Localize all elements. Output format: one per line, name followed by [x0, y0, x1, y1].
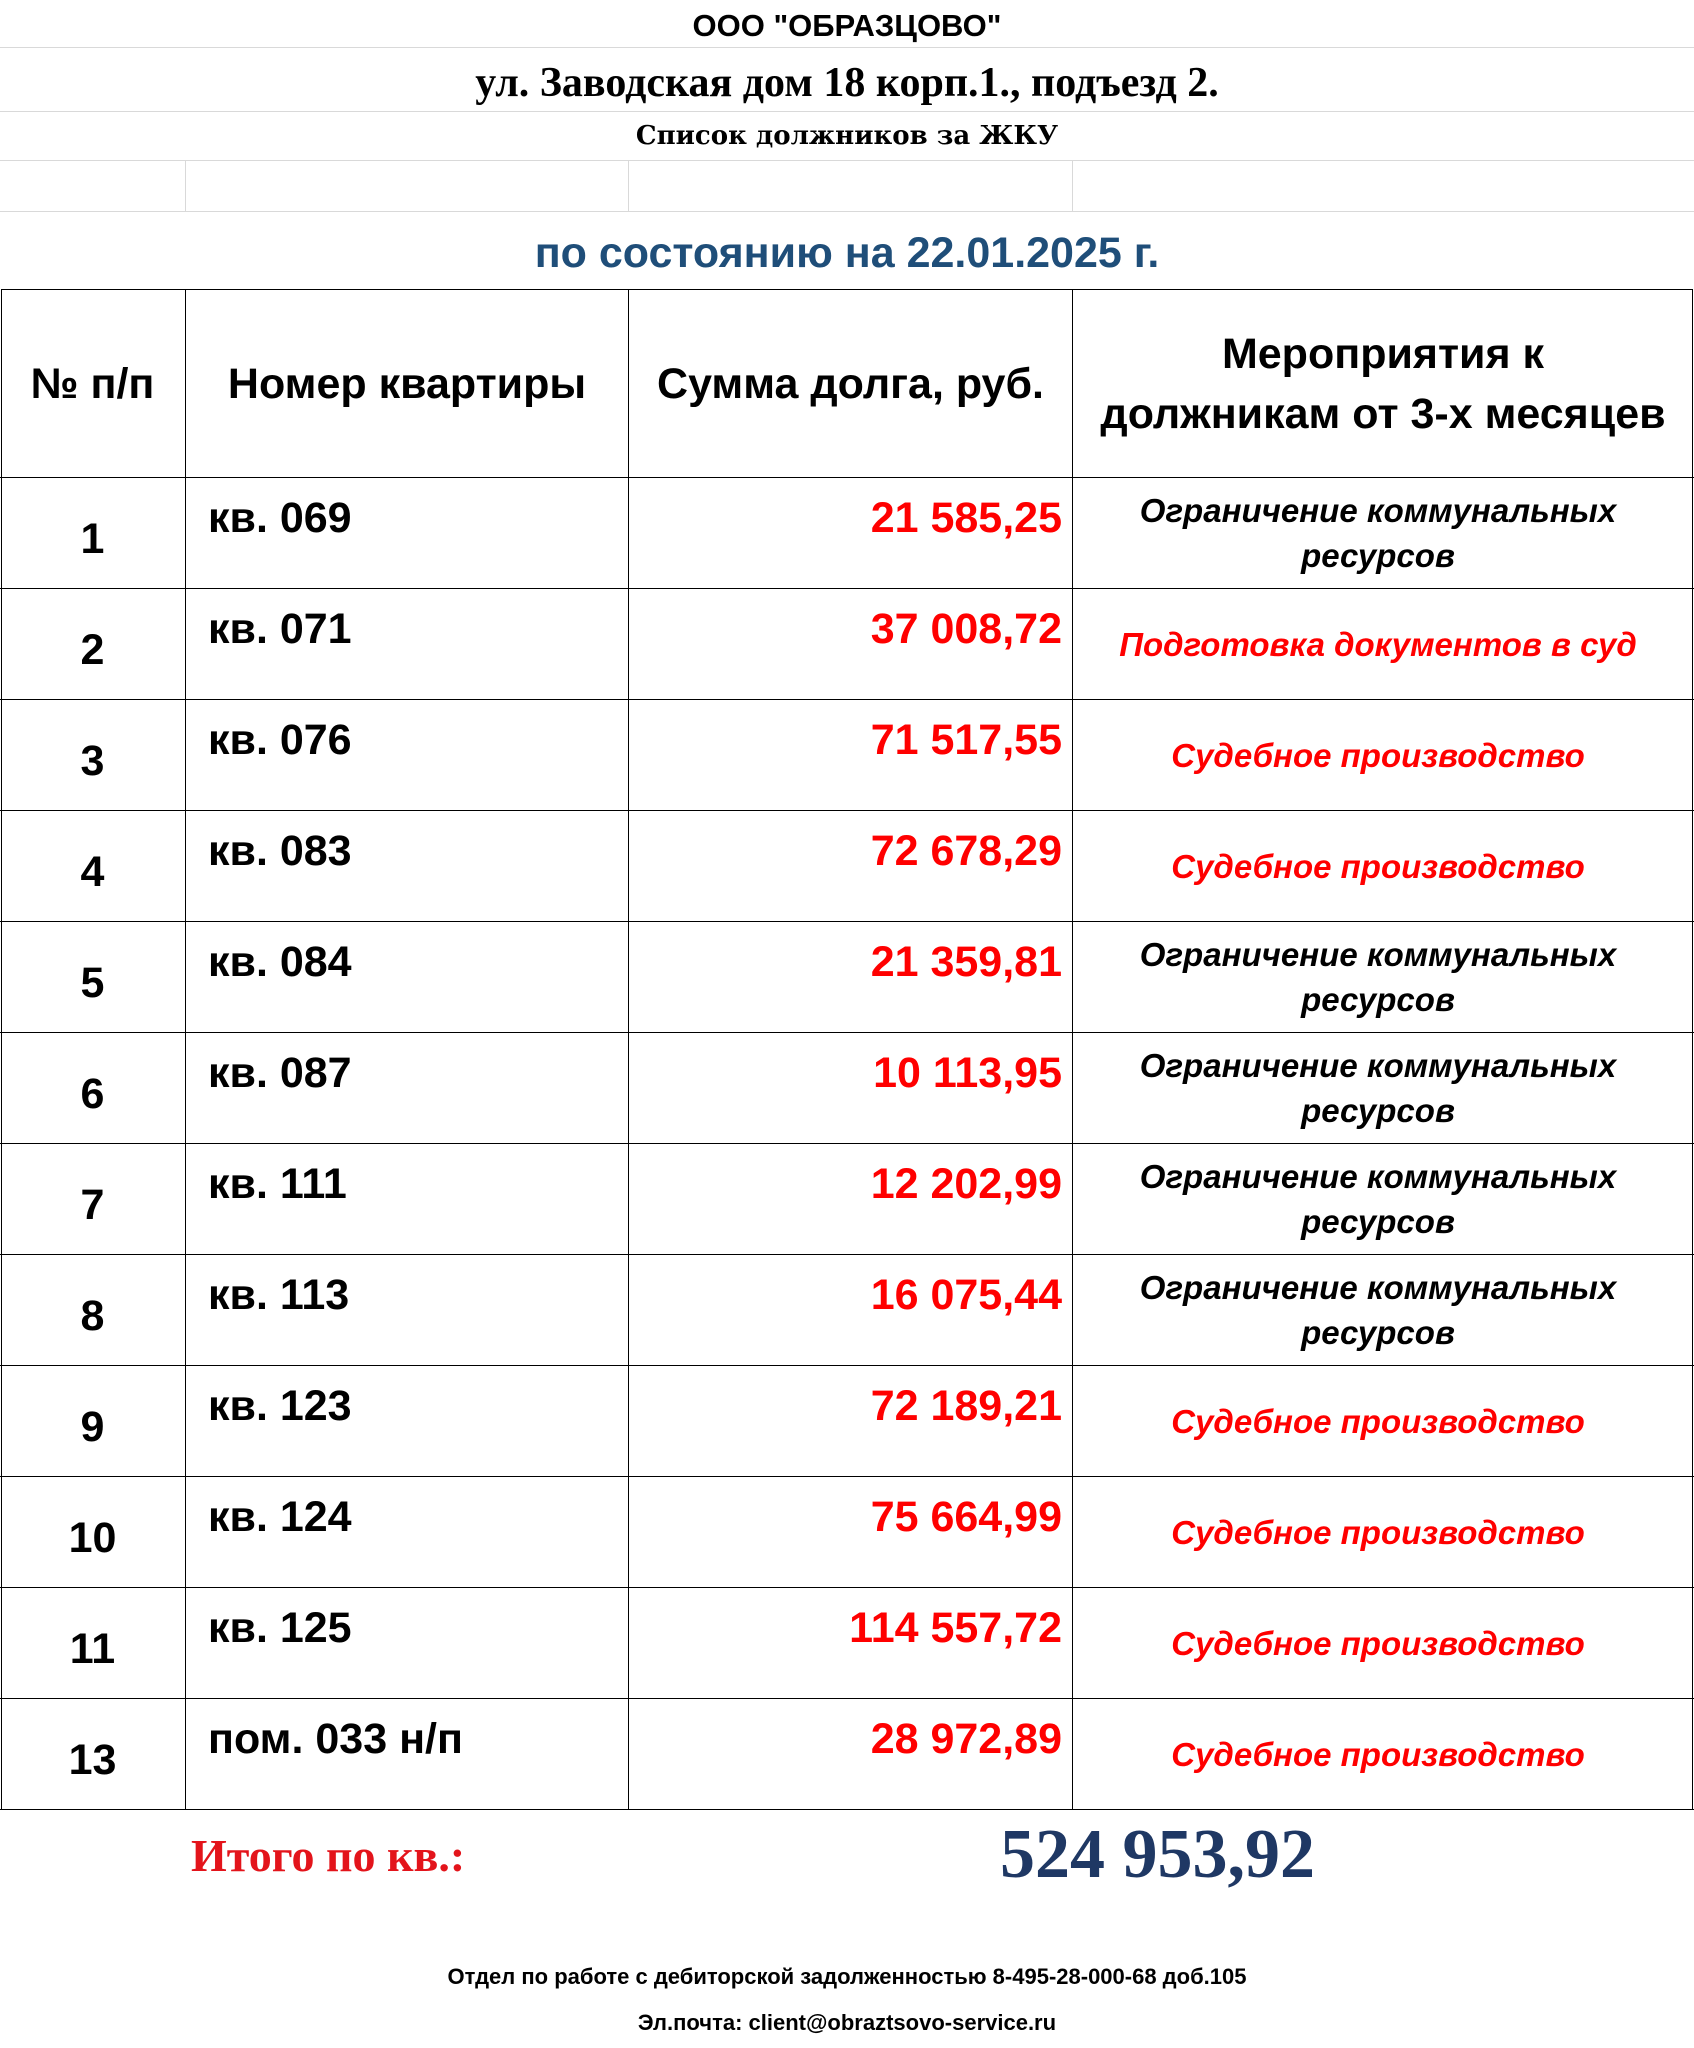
- column-header-actions: Мероприятия к должникам от 3-х месяцев: [1100, 329, 1666, 438]
- row-number: 10: [68, 1513, 117, 1562]
- row-number: 5: [80, 958, 105, 1007]
- gridline: [0, 111, 1694, 112]
- row-number: 6: [80, 1069, 105, 1118]
- debt-amount: 72 678,29: [870, 827, 1062, 875]
- debt-amount: 75 664,99: [870, 1493, 1062, 1541]
- row-number: 8: [80, 1291, 105, 1340]
- collection-action: Судебное производство: [1171, 1735, 1585, 1773]
- collection-action: Судебное производство: [1171, 1513, 1585, 1551]
- row-number: 7: [80, 1180, 105, 1229]
- collection-action: Ограничение коммунальных ресурсов: [1139, 492, 1617, 574]
- debt-amount: 114 557,72: [849, 1604, 1062, 1652]
- gridline: [185, 160, 186, 211]
- column-header-apartment: Номер квартиры: [227, 359, 587, 408]
- debt-amount: 28 972,89: [870, 1715, 1062, 1763]
- collection-action: Судебное производство: [1171, 1402, 1585, 1440]
- address: ул. Заводская дом 18 корп.1., подъезд 2.: [475, 60, 1219, 106]
- gridline: [0, 160, 1694, 161]
- gridline: [628, 160, 629, 211]
- debt-amount: 72 189,21: [870, 1382, 1062, 1430]
- apartment-number: кв. 069: [208, 494, 352, 542]
- apartment-number: кв. 087: [208, 1049, 352, 1097]
- apartment-number: кв. 083: [208, 827, 352, 875]
- row-number: 4: [80, 847, 105, 896]
- total-value: 524 953,92: [1000, 1816, 1315, 1893]
- email-contact: Эл.почта: client@obraztsovo-service.ru: [637, 2010, 1057, 2035]
- debt-amount: 21 359,81: [870, 938, 1062, 986]
- collection-action: Подготовка документов в суд: [1119, 625, 1637, 663]
- apartment-number: кв. 124: [208, 1493, 352, 1541]
- apartment-number: кв. 071: [208, 605, 352, 653]
- apartment-number: кв. 113: [208, 1271, 350, 1319]
- total-label: Итого по кв.:: [191, 1830, 466, 1881]
- gridline: [1072, 160, 1073, 211]
- row-number: 13: [68, 1735, 117, 1784]
- apartment-number: кв. 123: [208, 1382, 352, 1430]
- collection-action: Ограничение коммунальных ресурсов: [1139, 1269, 1617, 1351]
- collection-action: Судебное производство: [1171, 847, 1585, 885]
- debt-amount: 71 517,55: [870, 716, 1062, 764]
- column-header-amount: Сумма долга, руб.: [657, 359, 1044, 408]
- column-header-number: № п/п: [30, 359, 155, 408]
- apartment-number: кв. 111: [208, 1160, 347, 1208]
- as-of-date: по состоянию на 22.01.2025 г.: [534, 229, 1160, 277]
- apartment-number: кв. 084: [208, 938, 352, 986]
- company-name: ООО "ОБРАЗЦОВО": [692, 8, 1002, 43]
- collection-action: Ограничение коммунальных ресурсов: [1139, 1047, 1617, 1129]
- row-divider: [0, 1809, 1694, 1810]
- collection-action: Ограничение коммунальных ресурсов: [1139, 936, 1617, 1018]
- row-number: 11: [69, 1624, 116, 1673]
- collection-action: Судебное производство: [1171, 1624, 1585, 1662]
- debt-amount: 10 113,95: [873, 1049, 1062, 1097]
- apartment-number: кв. 125: [208, 1604, 352, 1652]
- debt-amount: 16 075,44: [870, 1271, 1062, 1319]
- row-number: 9: [80, 1402, 105, 1451]
- debt-amount: 37 008,72: [870, 605, 1062, 653]
- department-contact: Отдел по работе с дебиторской задолженностью 8-495-28-000-68 доб.105: [447, 1964, 1247, 1989]
- row-number: 2: [80, 625, 105, 674]
- debt-amount: 12 202,99: [870, 1160, 1062, 1208]
- debt-amount: 21 585,25: [870, 494, 1062, 542]
- collection-action: Судебное производство: [1171, 736, 1585, 774]
- apartment-number: пом. 033 н/п: [208, 1715, 463, 1763]
- gridline: [0, 211, 1694, 212]
- apartment-number: кв. 076: [208, 716, 352, 764]
- collection-action: Ограничение коммунальных ресурсов: [1139, 1158, 1617, 1240]
- list-title: Список должников за ЖКУ: [635, 121, 1059, 151]
- row-number: 1: [80, 514, 105, 563]
- row-number: 3: [80, 736, 105, 785]
